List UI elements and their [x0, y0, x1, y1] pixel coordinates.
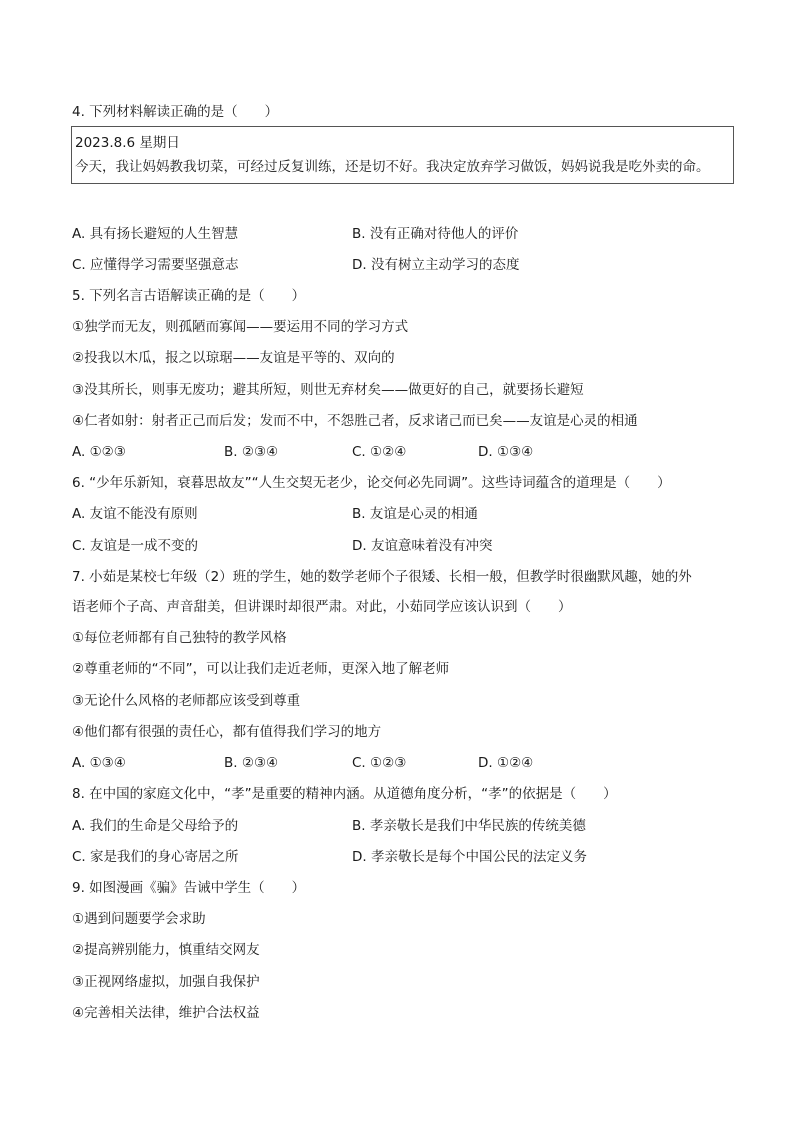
question-4-options-row-2	[72, 255, 732, 275]
option-a[interactable]: A. 我们的生命是父母给予的	[72, 818, 239, 834]
question-8-stem: 8. 在中国的家庭文化中，“孝”是重要的精神内涵。从道德角度分析，“孝”的依据是（ ）	[72, 786, 617, 802]
material-date: 2023.8.6 星期日	[75, 135, 180, 151]
question-4-options-row-1	[72, 224, 732, 244]
question-5-item: ③没其所长，则事无废功；避其所短，则世无弃材矣——做更好的自己，就要扬长避短	[72, 382, 584, 398]
question-7-item: ②尊重老师的“不同”，可以让我们走近老师，更深入地了解老师	[72, 661, 450, 677]
question-6-options-row-1	[72, 504, 732, 524]
option-a[interactable]: A. 具有扬长避短的人生智慧	[72, 226, 239, 242]
question-7-item: ③无论什么风格的老师都应该受到尊重	[72, 693, 301, 709]
question-7-stem-line-1: 7. 小茹是某校七年级（2）班的学生，她的数学老师个子很矮、长相一般，但教学时很幽默风趣，她的外	[72, 569, 692, 585]
question-5-item: ①独学而无友，则孤陋而寡闻——要运用不同的学习方式	[72, 319, 409, 335]
question-5-stem: 5. 下列名言古语解读正确的是（ ）	[72, 288, 306, 304]
option-c[interactable]: C. ①②③	[352, 755, 407, 771]
question-7-stem-line-2: 语老师个子高、声音甜美，但讲课时却很严肃。对此，小茹同学应该认识到（ ）	[72, 599, 572, 615]
option-a[interactable]: A. 友谊不能没有原则	[72, 506, 198, 522]
question-7-options	[72, 753, 732, 773]
option-b[interactable]: B. 孝亲敬长是我们中华民族的传统美德	[352, 818, 586, 834]
question-9-item: ④完善相关法律，维护合法权益	[72, 1005, 260, 1021]
option-b[interactable]: B. ②③④	[224, 755, 279, 771]
question-9-item: ①遇到问题要学会求助	[72, 911, 206, 927]
question-6-stem: 6. “少年乐新知，衰暮思故友”“人生交契无老少，论交何必先同调”。这些诗词蕴含的道理是（ ）	[72, 475, 671, 491]
question-4-stem: 4. 下列材料解读正确的是（ ）	[72, 104, 279, 120]
question-9-item: ③正视网络虚拟，加强自我保护	[72, 974, 260, 990]
option-b[interactable]: B. 没有正确对待他人的评价	[352, 226, 519, 242]
material-text: 今天，我让妈妈教我切菜，可经过反复训练，还是切不好。我决定放弃学习做饭，妈妈说我是吃外卖的命。	[75, 159, 710, 175]
option-c[interactable]: C. 应懂得学习需要坚强意志	[72, 257, 239, 273]
option-a[interactable]: A. ①②③	[72, 444, 126, 460]
question-5-item: ④仁者如射：射者正己而后发；发而不中，不怨胜己者，反求诸己而已矣——友谊是心灵的相通	[72, 413, 638, 429]
question-8-options-row-1	[72, 816, 732, 836]
question-9-item: ②提高辨别能力，慎重结交网友	[72, 942, 260, 958]
question-7-item: ④他们都有很强的责任心，都有值得我们学习的地方	[72, 724, 382, 740]
question-5-options	[72, 442, 732, 462]
option-a[interactable]: A. ①③④	[72, 755, 126, 771]
question-6-options-row-2	[72, 536, 732, 556]
question-8-options-row-2	[72, 847, 732, 867]
question-5-item: ②投我以木瓜，报之以琼琚——友谊是平等的、双向的	[72, 350, 395, 366]
option-b[interactable]: B. 友谊是心灵的相通	[352, 506, 478, 522]
question-9-stem: 9. 如图漫画《骗》告诫中学生（ ）	[72, 880, 306, 896]
question-7-item: ①每位老师都有自己独特的教学风格	[72, 630, 287, 646]
option-d[interactable]: D. ①②④	[478, 755, 534, 771]
option-d[interactable]: D. 孝亲敬长是每个中国公民的法定义务	[352, 849, 587, 865]
option-d[interactable]: D. 没有树立主动学习的态度	[352, 257, 520, 273]
option-b[interactable]: B. ②③④	[224, 444, 279, 460]
option-c[interactable]: C. 友谊是一成不变的	[72, 538, 199, 554]
material-box	[71, 126, 734, 184]
option-c[interactable]: C. ①②④	[352, 444, 407, 460]
option-d[interactable]: D. 友谊意味着没有冲突	[352, 538, 493, 554]
option-d[interactable]: D. ①③④	[478, 444, 534, 460]
option-c[interactable]: C. 家是我们的身心寄居之所	[72, 849, 239, 865]
